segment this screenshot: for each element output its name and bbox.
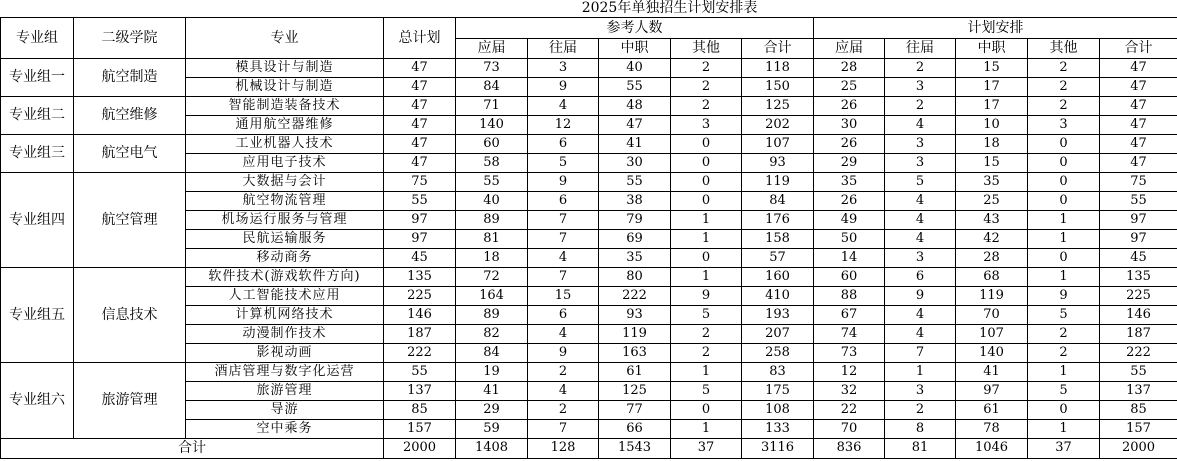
group-cell[interactable]: 专业组二 (1, 96, 74, 134)
totals-applicant-cell[interactable]: 1408 (456, 438, 528, 458)
plan-cell[interactable]: 41 (956, 362, 1028, 381)
totals-applicant-cell[interactable]: 37 (671, 438, 742, 458)
plan-cell[interactable]: 18 (956, 134, 1028, 153)
applicant-cell[interactable]: 164 (456, 286, 528, 305)
plan-cell[interactable]: 25 (956, 191, 1028, 210)
applicant-cell[interactable]: 0 (671, 172, 742, 191)
plan-cell[interactable]: 28 (814, 58, 885, 77)
applicant-cell[interactable]: 2 (671, 58, 742, 77)
applicant-cell[interactable]: 41 (599, 134, 671, 153)
applicant-cell[interactable]: 18 (456, 248, 528, 267)
applicant-cell[interactable]: 48 (599, 96, 671, 115)
major-cell[interactable]: 空中乘务 (186, 419, 384, 438)
applicant-cell[interactable]: 150 (742, 77, 814, 96)
applicant-cell[interactable]: 1 (671, 229, 742, 248)
applicant-cell[interactable]: 4 (528, 96, 599, 115)
major-cell[interactable]: 酒店管理与数字化运营 (186, 362, 384, 381)
plan-cell[interactable]: 187 (1100, 324, 1177, 343)
total-plan-cell[interactable]: 45 (384, 248, 456, 267)
header-app-other[interactable]: 其他 (671, 38, 742, 58)
totals-label[interactable]: 合计 (1, 438, 384, 458)
plan-cell[interactable]: 1 (1028, 362, 1100, 381)
applicant-cell[interactable]: 40 (456, 191, 528, 210)
applicant-cell[interactable]: 158 (742, 229, 814, 248)
header-app-subtotal[interactable]: 合计 (742, 38, 814, 58)
plan-cell[interactable]: 146 (1100, 305, 1177, 324)
totals-arrangement-cell[interactable]: 1046 (956, 438, 1028, 458)
plan-cell[interactable]: 9 (885, 286, 956, 305)
plan-cell[interactable]: 2 (1028, 58, 1100, 77)
plan-cell[interactable]: 107 (956, 324, 1028, 343)
plan-cell[interactable]: 67 (814, 305, 885, 324)
plan-cell[interactable]: 74 (814, 324, 885, 343)
title-spacer-right (956, 0, 1177, 17)
plan-cell[interactable]: 55 (1100, 191, 1177, 210)
header-college[interactable]: 二级学院 (74, 17, 186, 58)
applicant-cell[interactable]: 207 (742, 324, 814, 343)
title-spacer-left (1, 0, 384, 17)
applicant-cell[interactable]: 9 (528, 77, 599, 96)
group-cell[interactable]: 专业组五 (1, 267, 74, 362)
applicant-cell[interactable]: 0 (671, 191, 742, 210)
applicant-cell[interactable]: 84 (456, 343, 528, 362)
applicant-cell[interactable]: 0 (671, 400, 742, 419)
header-applicants[interactable]: 参考人数 (456, 17, 814, 38)
college-cell[interactable]: 航空维修 (74, 96, 186, 134)
major-cell[interactable]: 机械设计与制造 (186, 77, 384, 96)
applicant-cell[interactable]: 40 (599, 58, 671, 77)
applicant-cell[interactable]: 35 (599, 248, 671, 267)
plan-cell[interactable]: 47 (1100, 153, 1177, 172)
plan-cell[interactable]: 29 (814, 153, 885, 172)
total-plan-cell[interactable]: 55 (384, 191, 456, 210)
total-plan-cell[interactable]: 222 (384, 343, 456, 362)
group-cell[interactable]: 专业组六 (1, 362, 74, 438)
applicant-cell[interactable]: 6 (528, 191, 599, 210)
total-plan-cell[interactable]: 47 (384, 96, 456, 115)
total-plan-cell[interactable]: 55 (384, 362, 456, 381)
college-cell[interactable]: 航空电气 (74, 134, 186, 172)
applicant-cell[interactable]: 133 (742, 419, 814, 438)
header-app-previous[interactable]: 往届 (528, 38, 599, 58)
plan-cell[interactable]: 1 (1028, 267, 1100, 286)
applicant-cell[interactable]: 2 (671, 96, 742, 115)
header-arrangement[interactable]: 计划安排 (814, 17, 1177, 38)
plan-cell[interactable]: 47 (1100, 58, 1177, 77)
total-plan-cell[interactable]: 135 (384, 267, 456, 286)
major-cell[interactable]: 导游 (186, 400, 384, 419)
college-cell[interactable]: 航空管理 (74, 172, 186, 267)
major-cell[interactable]: 通用航空器维修 (186, 115, 384, 134)
total-plan-cell[interactable]: 47 (384, 115, 456, 134)
plan-cell[interactable]: 75 (1100, 172, 1177, 191)
header-group[interactable]: 专业组 (1, 17, 74, 58)
plan-cell[interactable]: 15 (956, 58, 1028, 77)
group-cell[interactable]: 专业组四 (1, 172, 74, 267)
applicant-cell[interactable]: 84 (456, 77, 528, 96)
applicant-cell[interactable]: 7 (528, 419, 599, 438)
total-plan-cell[interactable]: 47 (384, 153, 456, 172)
applicant-cell[interactable]: 12 (528, 115, 599, 134)
table-title: 2025年单独招生计划安排表 (384, 0, 956, 17)
major-cell[interactable]: 大数据与会计 (186, 172, 384, 191)
plan-cell[interactable]: 47 (1100, 77, 1177, 96)
plan-cell[interactable]: 4 (885, 229, 956, 248)
plan-cell[interactable]: 35 (956, 172, 1028, 191)
applicant-cell[interactable]: 202 (742, 115, 814, 134)
applicant-cell[interactable]: 60 (456, 134, 528, 153)
total-plan-cell[interactable]: 47 (384, 77, 456, 96)
applicant-cell[interactable]: 119 (742, 172, 814, 191)
total-plan-cell[interactable]: 225 (384, 286, 456, 305)
applicant-cell[interactable]: 119 (599, 324, 671, 343)
plan-cell[interactable]: 32 (814, 381, 885, 400)
plan-cell[interactable]: 5 (1028, 381, 1100, 400)
plan-cell[interactable]: 0 (1028, 400, 1100, 419)
applicant-cell[interactable]: 19 (456, 362, 528, 381)
applicant-cell[interactable]: 2 (671, 77, 742, 96)
header-app-current[interactable]: 应届 (456, 38, 528, 58)
totals-arrangement-cell[interactable]: 37 (1028, 438, 1100, 458)
applicant-cell[interactable]: 176 (742, 210, 814, 229)
plan-cell[interactable]: 4 (885, 115, 956, 134)
plan-cell[interactable]: 0 (1028, 172, 1100, 191)
plan-cell[interactable]: 3 (885, 381, 956, 400)
applicant-cell[interactable]: 5 (671, 305, 742, 324)
group-cell[interactable]: 专业组三 (1, 134, 74, 172)
plan-cell[interactable]: 137 (1100, 381, 1177, 400)
plan-cell[interactable]: 28 (956, 248, 1028, 267)
plan-cell[interactable]: 4 (885, 191, 956, 210)
plan-cell[interactable]: 26 (814, 134, 885, 153)
major-cell[interactable]: 工业机器人技术 (186, 134, 384, 153)
applicant-cell[interactable]: 83 (742, 362, 814, 381)
applicant-cell[interactable]: 55 (599, 172, 671, 191)
plan-cell[interactable]: 43 (956, 210, 1028, 229)
plan-cell[interactable]: 0 (1028, 134, 1100, 153)
applicant-cell[interactable]: 38 (599, 191, 671, 210)
plan-cell[interactable]: 3 (885, 248, 956, 267)
total-plan-cell[interactable]: 85 (384, 400, 456, 419)
plan-cell[interactable]: 140 (956, 343, 1028, 362)
plan-cell[interactable]: 61 (956, 400, 1028, 419)
applicant-cell[interactable]: 72 (456, 267, 528, 286)
applicant-cell[interactable]: 160 (742, 267, 814, 286)
applicant-cell[interactable]: 71 (456, 96, 528, 115)
plan-cell[interactable]: 14 (814, 248, 885, 267)
plan-cell[interactable]: 1 (1028, 229, 1100, 248)
plan-cell[interactable]: 10 (956, 115, 1028, 134)
plan-cell[interactable]: 0 (1028, 153, 1100, 172)
total-plan-cell[interactable]: 47 (384, 134, 456, 153)
applicant-cell[interactable]: 2 (528, 362, 599, 381)
plan-cell[interactable]: 5 (885, 172, 956, 191)
plan-cell[interactable]: 47 (1100, 115, 1177, 134)
applicant-cell[interactable]: 84 (742, 191, 814, 210)
applicant-cell[interactable]: 6 (528, 305, 599, 324)
applicant-cell[interactable]: 258 (742, 343, 814, 362)
applicant-cell[interactable]: 2 (671, 324, 742, 343)
applicant-cell[interactable]: 140 (456, 115, 528, 134)
table-row (1, 96, 1177, 115)
applicant-cell[interactable]: 7 (528, 267, 599, 286)
plan-cell[interactable]: 26 (814, 191, 885, 210)
applicant-cell[interactable]: 125 (599, 381, 671, 400)
plan-cell[interactable]: 85 (1100, 400, 1177, 419)
applicant-cell[interactable]: 9 (528, 172, 599, 191)
plan-cell[interactable]: 45 (1100, 248, 1177, 267)
totals-arrangement-cell[interactable]: 81 (885, 438, 956, 458)
applicant-cell[interactable]: 3 (528, 58, 599, 77)
applicant-cell[interactable]: 41 (456, 381, 528, 400)
table-row (1, 58, 1177, 77)
major-cell[interactable]: 动漫制作技术 (186, 324, 384, 343)
applicant-cell[interactable]: 77 (599, 400, 671, 419)
applicant-cell[interactable]: 55 (456, 172, 528, 191)
totals-applicant-cell[interactable]: 1543 (599, 438, 671, 458)
college-cell[interactable]: 信息技术 (74, 267, 186, 362)
plan-cell[interactable]: 3 (885, 77, 956, 96)
applicant-cell[interactable]: 3 (671, 115, 742, 134)
major-cell[interactable]: 移动商务 (186, 248, 384, 267)
applicant-cell[interactable]: 58 (456, 153, 528, 172)
applicant-cell[interactable]: 125 (742, 96, 814, 115)
applicant-cell[interactable]: 1 (671, 210, 742, 229)
plan-cell[interactable]: 8 (885, 419, 956, 438)
plan-cell[interactable]: 78 (956, 419, 1028, 438)
plan-cell[interactable]: 4 (885, 210, 956, 229)
applicant-cell[interactable]: 82 (456, 324, 528, 343)
applicant-cell[interactable]: 2 (528, 400, 599, 419)
plan-cell[interactable]: 157 (1100, 419, 1177, 438)
applicant-cell[interactable]: 9 (671, 286, 742, 305)
plan-cell[interactable]: 135 (1100, 267, 1177, 286)
plan-cell[interactable]: 7 (885, 343, 956, 362)
plan-cell[interactable]: 97 (1100, 229, 1177, 248)
applicant-cell[interactable]: 89 (456, 210, 528, 229)
totals-arrangement-cell[interactable]: 836 (814, 438, 885, 458)
plan-cell[interactable]: 50 (814, 229, 885, 248)
applicant-cell[interactable]: 93 (742, 153, 814, 172)
plan-cell[interactable]: 70 (814, 419, 885, 438)
header-plan-subtotal[interactable]: 合计 (1100, 38, 1177, 58)
applicant-cell[interactable]: 73 (456, 58, 528, 77)
applicant-cell[interactable]: 57 (742, 248, 814, 267)
applicant-cell[interactable]: 108 (742, 400, 814, 419)
plan-cell[interactable]: 6 (885, 267, 956, 286)
plan-cell[interactable]: 4 (885, 305, 956, 324)
plan-cell[interactable]: 5 (1028, 305, 1100, 324)
applicant-cell[interactable]: 30 (599, 153, 671, 172)
major-cell[interactable]: 计算机网络技术 (186, 305, 384, 324)
plan-cell[interactable]: 68 (956, 267, 1028, 286)
plan-cell[interactable]: 73 (814, 343, 885, 362)
plan-cell[interactable]: 0 (1028, 191, 1100, 210)
plan-cell[interactable]: 1 (885, 362, 956, 381)
applicant-cell[interactable]: 0 (671, 248, 742, 267)
table-row (1, 172, 1177, 191)
plan-cell[interactable]: 2 (885, 400, 956, 419)
plan-cell[interactable]: 1 (1028, 419, 1100, 438)
plan-cell[interactable]: 35 (814, 172, 885, 191)
plan-cell[interactable]: 70 (956, 305, 1028, 324)
plan-cell[interactable]: 9 (1028, 286, 1100, 305)
plan-cell[interactable]: 225 (1100, 286, 1177, 305)
applicant-cell[interactable]: 1 (671, 267, 742, 286)
total-plan-cell[interactable]: 187 (384, 324, 456, 343)
applicant-cell[interactable]: 29 (456, 400, 528, 419)
major-cell[interactable]: 影视动画 (186, 343, 384, 362)
plan-cell[interactable]: 47 (1100, 96, 1177, 115)
applicant-cell[interactable]: 410 (742, 286, 814, 305)
applicant-cell[interactable]: 55 (599, 77, 671, 96)
group-cell[interactable]: 专业组一 (1, 58, 74, 96)
applicant-cell[interactable]: 4 (528, 248, 599, 267)
plan-cell[interactable]: 2 (1028, 324, 1100, 343)
header-plan-other[interactable]: 其他 (1028, 38, 1100, 58)
plan-cell[interactable]: 2 (1028, 343, 1100, 362)
applicant-cell[interactable]: 59 (456, 419, 528, 438)
plan-cell[interactable]: 2 (885, 58, 956, 77)
applicant-cell[interactable]: 1 (671, 362, 742, 381)
plan-cell[interactable]: 55 (1100, 362, 1177, 381)
plan-cell[interactable]: 17 (956, 96, 1028, 115)
plan-cell[interactable]: 3 (885, 153, 956, 172)
applicant-cell[interactable]: 222 (599, 286, 671, 305)
applicant-cell[interactable]: 163 (599, 343, 671, 362)
header-plan-previous[interactable]: 往届 (885, 38, 956, 58)
applicant-cell[interactable]: 89 (456, 305, 528, 324)
applicant-cell[interactable]: 5 (671, 381, 742, 400)
plan-cell[interactable]: 25 (814, 77, 885, 96)
header-total-plan[interactable]: 总计划 (384, 17, 456, 58)
plan-cell[interactable]: 15 (956, 153, 1028, 172)
applicant-cell[interactable]: 47 (599, 115, 671, 134)
plan-cell[interactable]: 3 (885, 134, 956, 153)
major-cell[interactable]: 民航运输服务 (186, 229, 384, 248)
total-plan-cell[interactable]: 75 (384, 172, 456, 191)
college-cell[interactable]: 旅游管理 (74, 362, 186, 438)
applicant-cell[interactable]: 61 (599, 362, 671, 381)
total-plan-cell[interactable]: 97 (384, 210, 456, 229)
total-plan-cell[interactable]: 157 (384, 419, 456, 438)
applicant-cell[interactable]: 93 (599, 305, 671, 324)
plan-cell[interactable]: 26 (814, 96, 885, 115)
applicant-cell[interactable]: 7 (528, 210, 599, 229)
major-cell[interactable]: 旅游管理 (186, 381, 384, 400)
totals-arrangement-cell[interactable]: 2000 (1100, 438, 1177, 458)
applicant-cell[interactable]: 66 (599, 419, 671, 438)
plan-cell[interactable]: 2 (1028, 77, 1100, 96)
plan-cell[interactable]: 12 (814, 362, 885, 381)
header-plan-current[interactable]: 应届 (814, 38, 885, 58)
applicant-cell[interactable]: 80 (599, 267, 671, 286)
applicant-cell[interactable]: 0 (671, 134, 742, 153)
applicant-cell[interactable]: 107 (742, 134, 814, 153)
plan-cell[interactable]: 30 (814, 115, 885, 134)
plan-cell[interactable]: 88 (814, 286, 885, 305)
applicant-cell[interactable]: 9 (528, 343, 599, 362)
applicant-cell[interactable]: 175 (742, 381, 814, 400)
plan-cell[interactable]: 47 (1100, 134, 1177, 153)
applicant-cell[interactable]: 1 (671, 419, 742, 438)
plan-cell[interactable]: 42 (956, 229, 1028, 248)
totals-applicant-cell[interactable]: 128 (528, 438, 599, 458)
total-plan-cell[interactable]: 146 (384, 305, 456, 324)
applicant-cell[interactable]: 4 (528, 324, 599, 343)
applicant-cell[interactable]: 193 (742, 305, 814, 324)
total-plan-cell[interactable]: 137 (384, 381, 456, 400)
major-cell[interactable]: 应用电子技术 (186, 153, 384, 172)
plan-cell[interactable]: 97 (956, 381, 1028, 400)
header-plan-vocational[interactable]: 中职 (956, 38, 1028, 58)
plan-cell[interactable]: 60 (814, 267, 885, 286)
major-cell[interactable]: 智能制造装备技术 (186, 96, 384, 115)
college-cell[interactable]: 航空制造 (74, 58, 186, 96)
table-row (1, 134, 1177, 153)
applicant-cell[interactable]: 81 (456, 229, 528, 248)
plan-cell[interactable]: 3 (1028, 115, 1100, 134)
applicant-cell[interactable]: 79 (599, 210, 671, 229)
major-cell[interactable]: 航空物流管理 (186, 191, 384, 210)
applicant-cell[interactable]: 5 (528, 153, 599, 172)
header-app-vocational[interactable]: 中职 (599, 38, 671, 58)
plan-cell[interactable]: 97 (1100, 210, 1177, 229)
applicant-cell[interactable]: 0 (671, 153, 742, 172)
plan-cell[interactable]: 4 (885, 324, 956, 343)
applicant-cell[interactable]: 7 (528, 229, 599, 248)
major-cell[interactable]: 人工智能技术应用 (186, 286, 384, 305)
plan-cell[interactable]: 17 (956, 77, 1028, 96)
plan-cell[interactable]: 1 (1028, 210, 1100, 229)
total-plan-cell[interactable]: 97 (384, 229, 456, 248)
header-major[interactable]: 专业 (186, 17, 384, 58)
plan-cell[interactable]: 0 (1028, 248, 1100, 267)
plan-cell[interactable]: 2 (1028, 96, 1100, 115)
plan-cell[interactable]: 222 (1100, 343, 1177, 362)
plan-cell[interactable]: 49 (814, 210, 885, 229)
applicant-cell[interactable]: 2 (671, 343, 742, 362)
totals-plan-cell[interactable]: 2000 (384, 438, 456, 458)
major-cell[interactable]: 模具设计与制造 (186, 58, 384, 77)
totals-applicant-cell[interactable]: 3116 (742, 438, 814, 458)
applicant-cell[interactable]: 6 (528, 134, 599, 153)
applicant-cell[interactable]: 15 (528, 286, 599, 305)
major-cell[interactable]: 软件技术(游戏软件方向) (186, 267, 384, 286)
totals-row (1, 438, 1177, 458)
major-cell[interactable]: 机场运行服务与管理 (186, 210, 384, 229)
table-row (1, 362, 1177, 381)
applicant-cell[interactable]: 4 (528, 381, 599, 400)
applicant-cell[interactable]: 118 (742, 58, 814, 77)
plan-cell[interactable]: 2 (885, 96, 956, 115)
applicant-cell[interactable]: 69 (599, 229, 671, 248)
table-row (1, 267, 1177, 286)
total-plan-cell[interactable]: 47 (384, 58, 456, 77)
plan-cell[interactable]: 119 (956, 286, 1028, 305)
plan-cell[interactable]: 22 (814, 400, 885, 419)
